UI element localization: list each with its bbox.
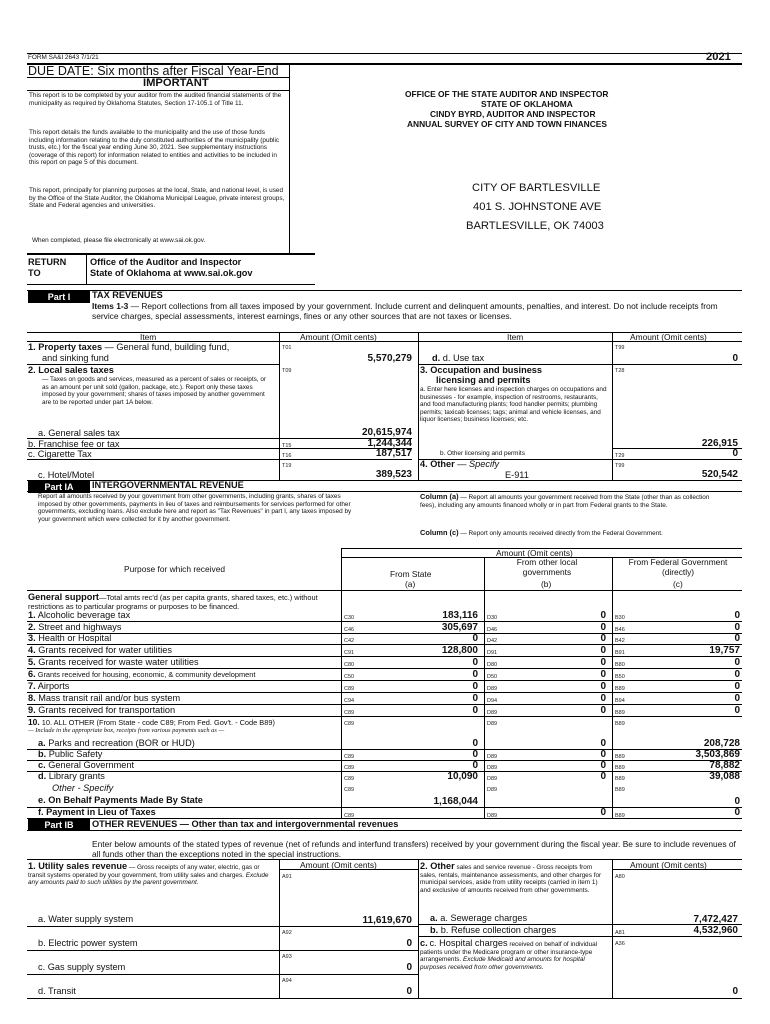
ia-row-fed-code: B30 bbox=[615, 615, 625, 621]
ia-subrow-local-amount[interactable]: 0 bbox=[600, 771, 606, 782]
occupation-desc: a. Enter here licenses and inspection charges on occupations and businesses - for example, inspection of restrooms, restaurants, and food manufacturing plants; food handler permits; plumbing permits; taxicab licenses; tags; animal and vehicle licenses, and liquor licenses; business licenses; etc. bbox=[420, 386, 607, 424]
purpose-header: Purpose for which received bbox=[124, 564, 226, 574]
part-1b-title: OTHER REVENUES — Other than tax and intergovernmental revenues bbox=[92, 819, 399, 829]
ia-row-local-code: D46 bbox=[487, 627, 498, 633]
ia-row-fed-amount[interactable]: 0 bbox=[734, 610, 740, 621]
ia-row-fed-code: B89 bbox=[615, 710, 625, 716]
code-t19: T19 bbox=[282, 463, 292, 469]
ia-row-local-code: D50 bbox=[487, 674, 498, 680]
sewerage-amount[interactable]: 7,472,427 bbox=[693, 914, 738, 925]
part-1-label: Part I bbox=[28, 291, 90, 303]
col-state-sub: (a) bbox=[405, 579, 416, 589]
ia-row-local-code: D89 bbox=[487, 686, 498, 692]
hotel-amount[interactable]: 389,523 bbox=[375, 469, 412, 480]
ia-subrow-label: c. General Government bbox=[38, 760, 135, 770]
col-amount-header: Amount (Omit cents) bbox=[300, 332, 377, 342]
ia-row-state-code: C89 bbox=[344, 686, 355, 692]
ia-row-state-code: C80 bbox=[344, 662, 355, 668]
hotel-label: c. Hotel/Motel bbox=[38, 470, 95, 480]
col-state-header: From State bbox=[390, 569, 432, 579]
code-t01: T01 bbox=[282, 345, 292, 351]
part-1a-label: Part IA bbox=[28, 481, 90, 493]
code-a94: A94 bbox=[282, 978, 292, 984]
code-a91: A91 bbox=[282, 874, 292, 880]
ia-subrow-label: b. Public Safety bbox=[38, 749, 103, 759]
ia-subrow-state-amount[interactable]: 10,090 bbox=[447, 771, 478, 782]
property-taxes-desc: and sinking fund bbox=[42, 353, 109, 363]
ia-subrow-divider bbox=[27, 749, 742, 750]
part-1a-amount-header: Amount (Omit cents) bbox=[496, 548, 573, 558]
refuse-amount[interactable]: 4,532,960 bbox=[693, 925, 738, 936]
ia-row-state-code: C30 bbox=[344, 615, 355, 621]
ia-row-local-code: D91 bbox=[487, 650, 498, 656]
city-street: 401 S. JOHNSTONE AVE bbox=[473, 201, 602, 213]
ia-row-state-code: C91 bbox=[344, 650, 355, 656]
property-taxes-label: 1. Property taxes — General fund, building fund, bbox=[28, 342, 230, 352]
ia-row-local-amount[interactable]: 0 bbox=[600, 681, 606, 692]
part-1b-label: Part IB bbox=[28, 819, 90, 831]
ia-row-label: 5. Grants received for waste water utilities bbox=[28, 657, 199, 667]
ia-row-local-code: D80 bbox=[487, 662, 498, 668]
franchise-label: b. Franchise fee or tax bbox=[28, 439, 120, 449]
col-amount-header-2: Amount (Omit cents) bbox=[630, 332, 707, 342]
office-line-3: CINDY BYRD, AUDITOR AND INSPECTOR bbox=[430, 109, 596, 119]
ia-row-label: 4. Grants received for water utilities bbox=[28, 645, 173, 655]
return-office: Office of the Auditor and Inspector bbox=[90, 257, 242, 267]
ia-row-fed-amount[interactable]: 0 bbox=[734, 705, 740, 716]
electric-power-amount[interactable]: 0 bbox=[406, 938, 412, 949]
return-label-1: RETURN bbox=[28, 257, 67, 267]
property-taxes-amount[interactable]: 5,570,279 bbox=[367, 353, 412, 364]
ia-row-label: 8. Mass transit rail and/or bus system bbox=[28, 693, 181, 703]
ia-row-state-amount[interactable]: 0 bbox=[472, 693, 478, 704]
col-item-header-2: Item bbox=[507, 332, 524, 342]
ia-row-state-code: C94 bbox=[344, 698, 355, 704]
important-text-2: This report details the funds available to the municipality and the use of those funds including information relating to the duly constituted authorities of the municipality (public trusts, etc.) for the fiscal year ending June 30, 2021. See supplementary instructions (coverage of this report) for information related to entities and activities to be included in this report on page 5 of this document. bbox=[29, 129, 280, 167]
code-t99b: T99 bbox=[615, 463, 625, 469]
ia-row-local-code: D42 bbox=[487, 638, 498, 644]
code-a92: A92 bbox=[282, 930, 292, 936]
ia-row-state-code: C46 bbox=[344, 627, 355, 633]
gas-supply-amount[interactable]: 0 bbox=[406, 962, 412, 973]
ia-subrow-fed-amount[interactable]: 3,503,869 bbox=[695, 749, 740, 760]
electric-power-label: b. Electric power system bbox=[38, 938, 138, 948]
col-local-sub: (b) bbox=[541, 579, 552, 589]
ia-row-state-code: C89 bbox=[344, 710, 355, 716]
ia-row-fed-code: B42 bbox=[615, 638, 625, 644]
ia-row-fed-amount[interactable]: 0 bbox=[734, 633, 740, 644]
ia-row-local-amount[interactable]: 0 bbox=[600, 622, 606, 633]
ia-subrow-fed-code: B89 bbox=[615, 776, 625, 782]
ia-row-fed-code: B46 bbox=[615, 627, 625, 633]
ia-row-local-amount[interactable]: 0 bbox=[600, 645, 606, 656]
ia-subrow-local-code: D89 bbox=[487, 765, 498, 771]
code-c89-pilot: C89 bbox=[344, 813, 355, 819]
ia-row-fed-amount[interactable]: 0 bbox=[734, 693, 740, 704]
ia-row-local-code: D30 bbox=[487, 615, 498, 621]
ia-subrow-fed-amount[interactable]: 39,088 bbox=[709, 771, 740, 782]
pilot-fed-amount[interactable]: 0 bbox=[734, 807, 740, 818]
form-id: FORM SA&I 2643 7/1/21 bbox=[28, 54, 99, 61]
ia-row-fed-code: B50 bbox=[615, 674, 625, 680]
ia-row-fed-code: B94 bbox=[615, 698, 625, 704]
ia-row-state-amount[interactable]: 0 bbox=[472, 669, 478, 680]
utility-sales-desc: 1. Utility sales revenue — Gross receipts of any water, electric, gas or transit systems operated by your government, from utility sales and charges. Exclude any amounts paid to such utilities by the parent government. bbox=[28, 861, 269, 887]
important-text-3: This report, principally for planning purposes at the local, State, and national level, is used by the Office of the State Auditor, the Oklahoma Municipal League, private interest groups, State and Federal agencies and universities. bbox=[29, 187, 285, 210]
refuse-label: b. b. Refuse collection charges bbox=[430, 925, 557, 935]
ia-row-fed-amount[interactable]: 0 bbox=[734, 681, 740, 692]
ia-row-divider bbox=[27, 716, 742, 717]
sales-taxes-label: 2. Local sales taxes bbox=[28, 365, 114, 375]
ia-row-label: 6. Grants received for housing, economic, & community development bbox=[28, 669, 256, 679]
ia-subrow-fed-code: B89 bbox=[615, 765, 625, 771]
important-text-1: This report is to be completed by your auditor from the audited financial statements of the municipality as required by Oklahoma Statutes, Section 17-105.1 of Title 11. bbox=[29, 92, 282, 107]
code-t99: T99 bbox=[615, 345, 625, 351]
part-1a-title: INTERGOVERNMENTAL REVENUE bbox=[92, 480, 244, 490]
ia-row-state-amount[interactable]: 128,800 bbox=[441, 645, 478, 656]
utility-amount-header: Amount (Omit cents) bbox=[300, 860, 377, 870]
use-tax-label: d. d. Use tax bbox=[432, 353, 485, 363]
ia-subrow-state-amount[interactable]: 0 bbox=[472, 749, 478, 760]
occupation-amount[interactable]: 226,915 bbox=[701, 438, 738, 449]
ia-subrow-label: d. Library grants bbox=[38, 771, 105, 781]
code-d89-pilot: D89 bbox=[487, 813, 498, 819]
hospital-desc: c. c. Hospital charges received on behalf of individual patients under the Medicare program or other insurance-type arrangements. Exclude Medicaid and amounts for hospital purposes received from other governments. bbox=[420, 938, 598, 971]
other-tax-label: 4. Other — Specify bbox=[420, 459, 500, 469]
ia-row-state-code: C42 bbox=[344, 638, 355, 644]
ia-row-state-amount[interactable]: 0 bbox=[472, 633, 478, 644]
ia-subrow-local-amount[interactable]: 0 bbox=[600, 738, 606, 749]
ia-row-label: 1. Alcoholic beverage tax bbox=[28, 610, 131, 620]
e911-amount[interactable]: 520,542 bbox=[701, 469, 738, 480]
city-name: CITY OF BARTLESVILLE bbox=[472, 182, 601, 194]
on-behalf-label: e. On Behalf Payments Made By State bbox=[38, 795, 203, 805]
ia-row-fed-amount[interactable]: 19,757 bbox=[709, 645, 740, 656]
ia-row-fed-amount[interactable]: 0 bbox=[734, 669, 740, 680]
office-line-2: STATE OF OKLAHOMA bbox=[481, 99, 573, 109]
code-a81: A81 bbox=[615, 930, 625, 936]
ia-row-fed-code: B91 bbox=[615, 650, 625, 656]
other-specify-label: Other - Specify bbox=[52, 783, 114, 793]
col-item-header: Item bbox=[140, 332, 157, 342]
ia-subrow-state-code: C89 bbox=[344, 776, 355, 782]
e911-label: E-911 bbox=[505, 470, 529, 480]
general-support: General support—Total amts rec'd (as per capita grants, shared taxes, etc.) without restrictions as to particular programs or purposes to be financed. bbox=[28, 592, 318, 611]
other-sales-amount-header: Amount (Omit cents) bbox=[630, 860, 707, 870]
ia-row-state-amount[interactable]: 183,116 bbox=[442, 610, 478, 621]
ia-subrow-local-amount[interactable]: 0 bbox=[600, 760, 606, 771]
ia-subrow-fed-code: B89 bbox=[615, 754, 625, 760]
on-behalf-state-amount[interactable]: 1,168,044 bbox=[433, 796, 478, 807]
code-c89-all-other: C89 bbox=[344, 721, 355, 727]
other-licensing-amount[interactable]: 0 bbox=[732, 448, 738, 459]
pilot-label: f. Payment in Lieu of Taxes bbox=[38, 807, 156, 817]
ia-row-local-amount[interactable]: 0 bbox=[600, 610, 606, 621]
ia-row-local-amount[interactable]: 0 bbox=[600, 693, 606, 704]
cigarette-label: c. Cigarette Tax bbox=[28, 449, 92, 459]
transit-amount[interactable]: 0 bbox=[406, 986, 412, 997]
col-local-header: From other local governments bbox=[516, 557, 578, 577]
code-t28: T28 bbox=[615, 368, 625, 374]
ia-subrow-state-code: C89 bbox=[344, 754, 355, 760]
col-fed-header: From Federal Government (directly) bbox=[628, 557, 728, 577]
ia-row-state-code: C50 bbox=[344, 674, 355, 680]
code-b89-other: B89 bbox=[615, 787, 625, 793]
gas-supply-label: c. Gas supply system bbox=[38, 962, 126, 972]
part-1a-desc: Report all amounts received by your government from other governments, including grants, shares of taxes imposed by other governments, payments in lieu of taxes and reimbursements for services performed for other governments, excluding loans. Also exclude here and report as "Tax Revenues" in part I, any taxes imposed by your government which were collected for it by another government. bbox=[38, 493, 352, 523]
on-behalf-fed-amount[interactable]: 0 bbox=[734, 796, 740, 807]
ia-row-state-amount[interactable]: 0 bbox=[472, 705, 478, 716]
ia-row-fed-code: B89 bbox=[615, 686, 625, 692]
code-d89-other: D89 bbox=[487, 787, 498, 793]
occupation-label-2: licensing and permits bbox=[436, 375, 531, 385]
other-sales-desc: 2. Other sales and service revenue - Gross receipts from sales, rentals, maintenance assessments, and other charges for municipal services, aside from utility receipts (carried in item 1) and exclusive of amounts received from other governments. bbox=[420, 861, 602, 894]
col-fed-sub: (c) bbox=[673, 579, 683, 589]
part-1-instructions: Items 1-3 — Report collections from all taxes imposed by your government. Include current and delinquent amounts, penalties, and interest. Do not include receipts from service charges, special assessments, interest earnings, fines or any other sources that are not taxes or licenses. bbox=[92, 301, 718, 321]
all-other-sub: — Include in the appropriate box, receipts from various payments such as — bbox=[28, 727, 225, 734]
water-supply-amount[interactable]: 11,619,670 bbox=[362, 915, 412, 926]
part-1b-desc: Enter below amounts of the stated types of revenue (net of refunds and interfund transfers) received by your government during the fiscal year. Be sure to include revenues of all funds other than the exceptions noted in the special instructions. bbox=[92, 839, 736, 859]
return-website: State of Oklahoma at www.sai.ok.gov bbox=[90, 268, 253, 278]
ia-subrow-local-code: D89 bbox=[487, 754, 498, 760]
code-t29: T29 bbox=[615, 453, 625, 459]
water-supply-label: a. Water supply system bbox=[38, 914, 134, 924]
ia-subrow-state-amount[interactable]: 0 bbox=[472, 760, 478, 771]
ia-subrow-local-amount[interactable]: 0 bbox=[600, 749, 606, 760]
ia-row-state-amount[interactable]: 0 bbox=[472, 681, 478, 692]
code-t15: T15 bbox=[282, 443, 292, 449]
important-heading: IMPORTANT bbox=[143, 77, 209, 89]
column-c-desc: Column (c) — Report only amounts received directly from the Federal Government. bbox=[420, 528, 663, 537]
column-a-desc: Column (a) — Report all amounts your government received from the State (other than as collection fees), including any amounts financed wholly or in part from Federal grants to the State. bbox=[420, 492, 710, 509]
due-date: DUE DATE: Six months after Fiscal Year-End bbox=[28, 64, 279, 78]
other-licensing-label: b. Other licensing and permits bbox=[440, 450, 525, 457]
cigarette-amount[interactable]: 187,517 bbox=[375, 448, 412, 459]
code-t16: T16 bbox=[282, 453, 292, 459]
sales-taxes-desc: — Taxes on goods and services, measured as a percent of sales or receipts, or as an amount per unit sold (gallon, package, etc.). Report only these taxes imposed by your government; shares of taxes imposed by another government are to be reported under part 1A below. bbox=[42, 376, 267, 406]
code-d89-all-other: D89 bbox=[487, 721, 498, 727]
sewerage-label: a. a. Sewerage charges bbox=[430, 913, 528, 923]
ia-subrow-state-amount[interactable]: 0 bbox=[472, 738, 478, 749]
ia-subrow-local-code: D89 bbox=[487, 776, 498, 782]
code-b89-all-other: B89 bbox=[615, 721, 625, 727]
code-a80: A80 bbox=[615, 874, 625, 880]
form-year: 2021 bbox=[706, 51, 731, 63]
ia-subrow-divider bbox=[27, 771, 742, 772]
pilot-local-amount[interactable]: 0 bbox=[600, 807, 606, 818]
occupation-label: 3. Occupation and business bbox=[420, 365, 543, 375]
ia-row-local-amount[interactable]: 0 bbox=[600, 669, 606, 680]
all-other-label: 10. 10. ALL OTHER (From State - code C89; From Fed. Gov't. - Code B89) bbox=[28, 717, 275, 727]
ia-row-local-amount[interactable]: 0 bbox=[600, 705, 606, 716]
ia-row-local-code: D94 bbox=[487, 698, 498, 704]
ia-row-local-amount[interactable]: 0 bbox=[600, 633, 606, 644]
ia-row-local-code: D89 bbox=[487, 710, 498, 716]
code-a36: A36 bbox=[615, 941, 625, 947]
ia-subrow-label: a. Parks and recreation (BOR or HUD) bbox=[38, 738, 195, 748]
code-a93: A93 bbox=[282, 954, 292, 960]
city-state-zip: BARTLESVILLE, OK 74003 bbox=[466, 220, 604, 232]
ia-row-local-amount[interactable]: 0 bbox=[600, 657, 606, 668]
efile-note: When completed, please file electronically at www.sai.ok.gov. bbox=[32, 237, 206, 244]
ia-row-state-amount[interactable]: 305,697 bbox=[441, 622, 478, 633]
transit-label: d. Transit bbox=[38, 986, 76, 996]
ia-row-label: 9. Grants received for transportation bbox=[28, 705, 176, 715]
ia-row-fed-code: B80 bbox=[615, 662, 625, 668]
ia-row-fed-amount[interactable]: 0 bbox=[734, 622, 740, 633]
use-tax-amount[interactable]: 0 bbox=[732, 353, 738, 364]
code-t09: T09 bbox=[282, 368, 292, 374]
ia-row-state-amount[interactable]: 0 bbox=[472, 657, 478, 668]
ia-subrow-divider bbox=[27, 760, 742, 761]
ia-row-label: 7. Airports bbox=[28, 681, 70, 691]
code-c89-other: C89 bbox=[344, 787, 355, 793]
ia-row-fed-amount[interactable]: 0 bbox=[734, 657, 740, 668]
code-b89-pilot: B89 bbox=[615, 813, 625, 819]
part-1-title: TAX REVENUES bbox=[92, 290, 163, 300]
return-label-2: TO bbox=[28, 268, 41, 278]
ia-subrow-fed-amount[interactable]: 78,882 bbox=[709, 760, 740, 771]
ia-subrow-fed-amount[interactable]: 208,728 bbox=[703, 738, 740, 749]
office-line-1: OFFICE OF THE STATE AUDITOR AND INSPECTOR bbox=[405, 89, 609, 99]
hospital-amount[interactable]: 0 bbox=[732, 986, 738, 997]
general-sales-amount[interactable]: 20,615,974 bbox=[361, 427, 412, 438]
ia-row-label: 3. Health or Hospital bbox=[28, 633, 112, 643]
office-line-4: ANNUAL SURVEY OF CITY AND TOWN FINANCES bbox=[407, 119, 607, 129]
ia-subrow-state-code: C89 bbox=[344, 765, 355, 771]
ia-row-label: 2. Street and highways bbox=[28, 622, 122, 632]
franchise-amount[interactable]: 1,244,344 bbox=[367, 438, 412, 449]
general-sales-label: a. General sales tax bbox=[38, 428, 120, 438]
